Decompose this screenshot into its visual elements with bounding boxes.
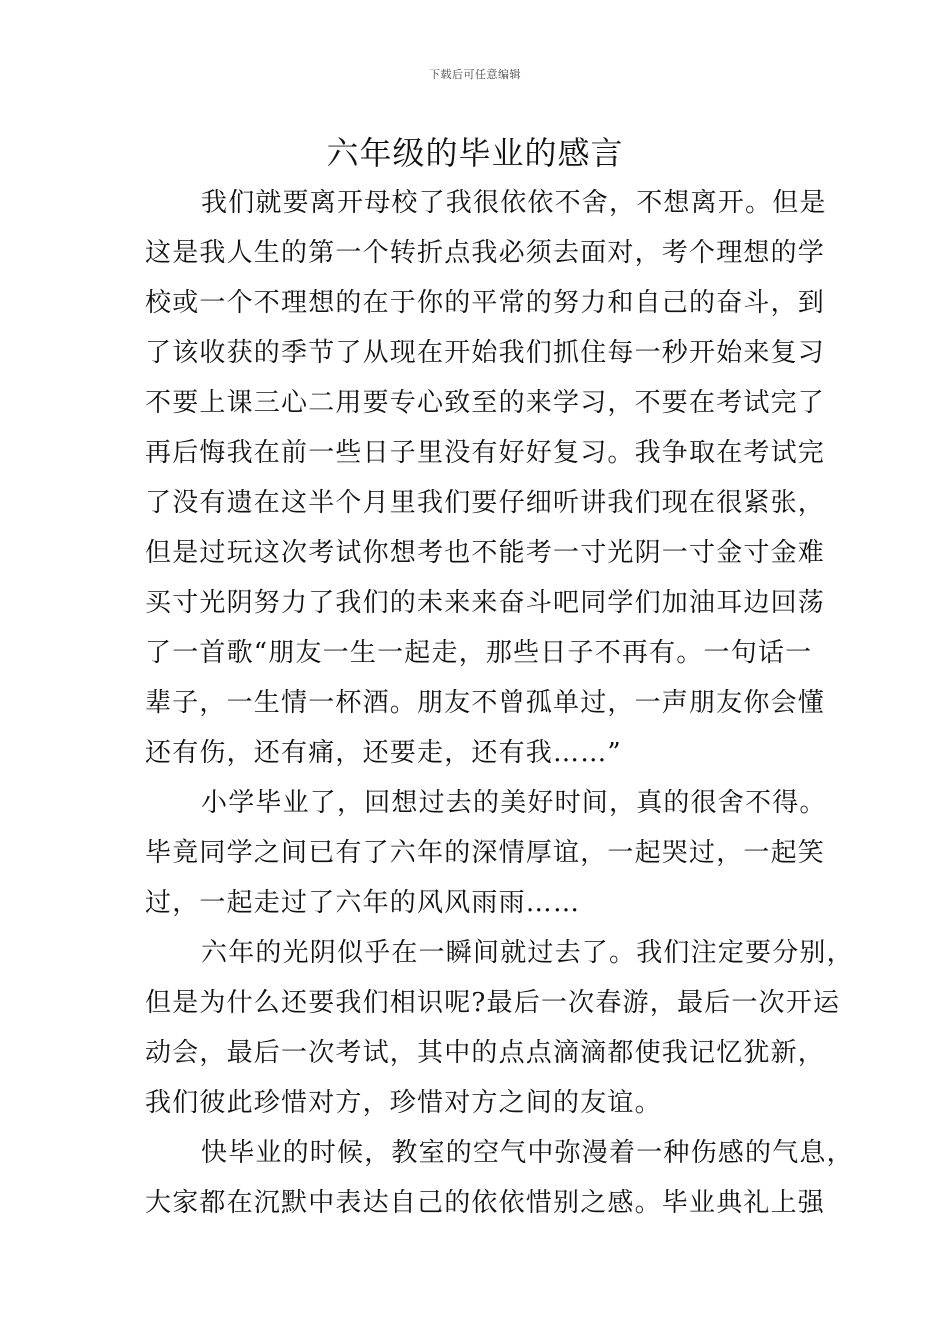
text-line: 了该收获的季节了从现在开始我们抓住每一秒开始来复习	[145, 338, 826, 368]
text-line: 但是为什么还要我们相识呢?最后一次春游，最后一次开运	[145, 988, 841, 1018]
paragraph-3	[145, 928, 854, 1128]
text-line: 我们彼此珍惜对方，珍惜对方之间的友谊。	[145, 1088, 662, 1118]
text-line: 毕竟同学之间已有了六年的深情厚谊，一起哭过，一起笑	[145, 838, 826, 868]
header-note: 下载后可任意编辑	[429, 68, 521, 81]
text-line: 校或一个不理想的在于你的平常的努力和自己的奋斗，到	[145, 288, 826, 318]
text-line: 六年的光阴似乎在一瞬间就过去了。我们注定要分别，	[201, 938, 854, 968]
paragraph-2	[145, 778, 835, 928]
text-line: 再后悔我在前一些日子里没有好好复习。我争取在考试完	[145, 438, 826, 468]
document-title: 六年级的毕业的感言	[326, 134, 624, 172]
text-line: 还有伤，还有痛，还要走，还有我……”	[145, 738, 622, 768]
text-line: 这是我人生的第一个转折点我必须去面对，考个理想的学	[145, 238, 826, 268]
text-line: 大家都在沉默中表达自己的依依惜别之感。毕业典礼上强	[145, 1188, 826, 1218]
text-line: 我们就要离开母校了我很依依不舍，不想离开。但是	[201, 188, 827, 218]
text-line: 辈子，一生情一杯酒。朋友不曾孤单过，一声朋友你会懂	[145, 688, 826, 718]
text-line: 买寸光阴努力了我们的未来来奋斗吧同学们加油耳边回荡	[145, 588, 826, 618]
text-line: 动会，最后一次考试，其中的点点滴滴都使我记忆犹新，	[145, 1038, 826, 1068]
text-line: 小学毕业了，回想过去的美好时间，真的很舍不得。	[201, 788, 827, 818]
text-line: 了没有遗在这半个月里我们要仔细听讲我们现在很紧张，	[145, 488, 826, 518]
text-line: 但是过玩这次考试你想考也不能考一寸光阴一寸金寸金难	[145, 538, 826, 568]
text-line: 了一首歌“朋友一生一起走，那些日子不再有。一句话一	[145, 638, 813, 668]
document-body	[145, 178, 854, 1228]
text-line: 过，一起走过了六年的风风雨雨……	[145, 888, 581, 918]
paragraph-1	[145, 178, 835, 778]
text-line: 快毕业的时候，教室的空气中弥漫着一种伤感的气息，	[201, 1138, 854, 1168]
paragraph-4	[145, 1128, 854, 1228]
text-line: 不要上课三心二用要专心致至的来学习，不要在考试完了	[145, 388, 826, 418]
